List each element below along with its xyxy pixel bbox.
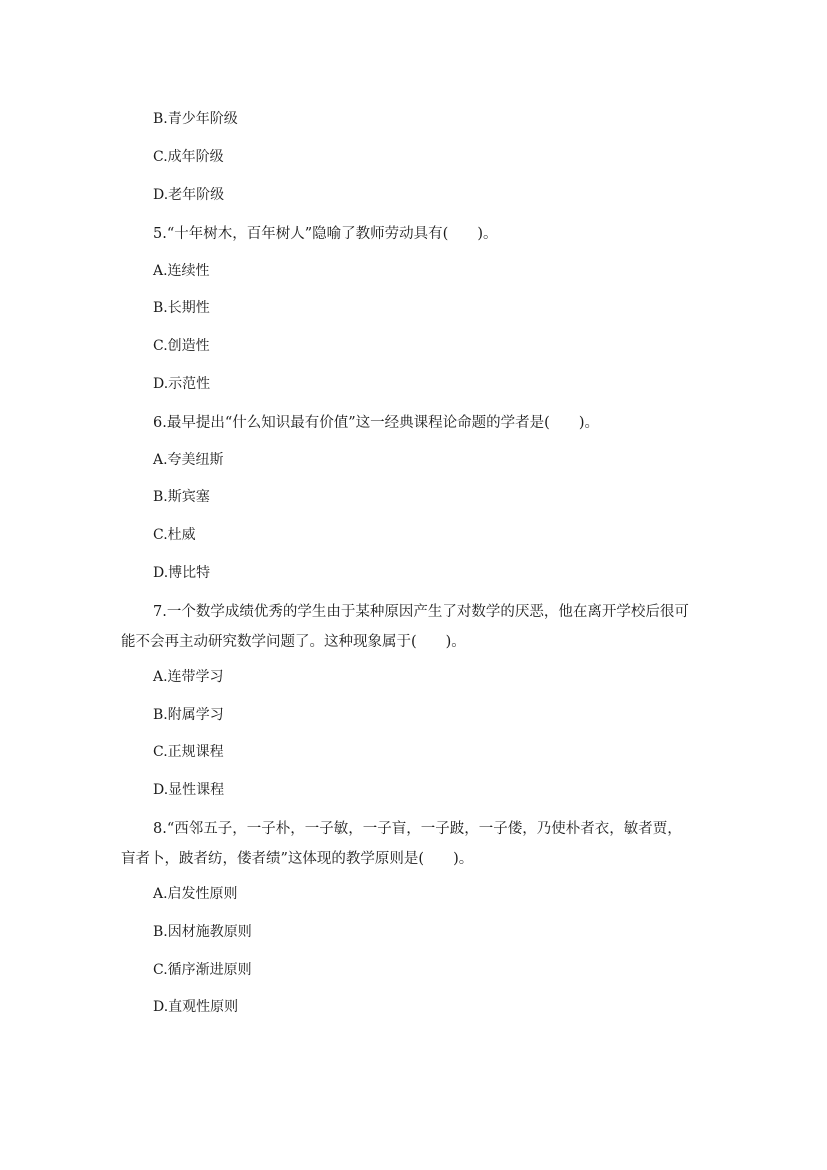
question-8 [121, 814, 698, 874]
question-6 [153, 408, 698, 438]
question-8-option-b: B.因材施教原则 [153, 924, 252, 940]
question-8-option-d: D.直观性原则 [153, 999, 239, 1015]
option-d-elderly-stage: D.老年阶级 [153, 187, 225, 203]
question-5-text: 5.“十年树木，百年树人”隐喻了教师劳动具有( )。 [153, 226, 498, 242]
question-5-option-d: D.示范性 [153, 376, 211, 392]
question-6-option-d: D.博比特 [153, 565, 211, 581]
question-7-option-c: C.正规课程 [153, 744, 224, 760]
question-7-option-a: A.连带学习 [153, 669, 224, 685]
question-7 [121, 597, 698, 657]
question-5-option-a: A.连续性 [153, 263, 210, 279]
question-7-option-d: D.显性课程 [153, 782, 225, 798]
question-6-option-a: A.夸美纽斯 [153, 452, 224, 468]
question-6-text: 6.最早提出“什么知识最有价值”这一经典课程论命题的学者是( )。 [153, 415, 599, 431]
option-c-adult-stage: C.成年阶级 [153, 149, 224, 165]
question-6-option-c: C.杜威 [153, 527, 196, 543]
question-8-line-1: 8.“西邻五子，一子朴，一子敏，一子盲，一子跛，一子偻，乃使朴者衣，敏者贾， [153, 821, 682, 837]
question-8-option-c: C.循序渐进原则 [153, 962, 252, 978]
question-5 [153, 219, 698, 249]
question-8-option-a: A.启发性原则 [153, 886, 238, 902]
question-7-line-1: 7.一个数学成绩优秀的学生由于某种原因产生了对数学的厌恶，他在离开学校后很可 [153, 604, 689, 620]
question-5-option-b: B.长期性 [153, 300, 210, 316]
question-6-option-b: B.斯宾塞 [153, 489, 210, 505]
question-7-line-2: 能不会再主动研究数学问题了。这种现象属于( )。 [121, 634, 466, 650]
question-8-line-2: 盲者卜，跛者纺，偻者绩”这体现的教学原则是( )。 [121, 851, 474, 867]
option-b-adolescent-stage: B.青少年阶级 [153, 111, 238, 127]
question-7-option-b: B.附属学习 [153, 707, 224, 723]
question-5-option-c: C.创造性 [153, 338, 210, 354]
